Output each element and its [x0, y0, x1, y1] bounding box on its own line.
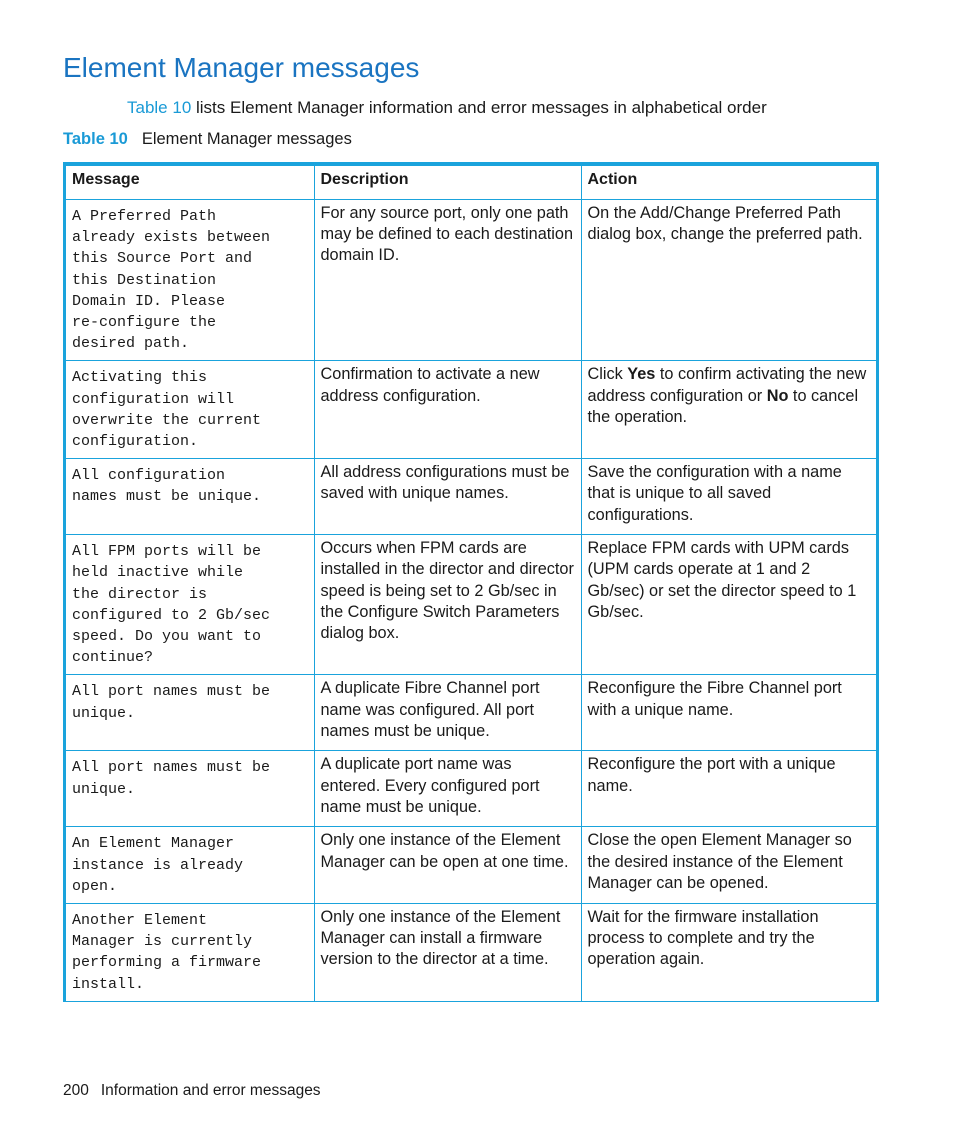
message-cell: All port names must be unique. [66, 751, 314, 827]
page-number: 200 [63, 1082, 89, 1099]
footer-section-title: Information and error messages [100, 1082, 321, 1099]
description-cell: A duplicate port name was entered. Every configured port name must be unique. [314, 751, 581, 827]
table-caption-title: Element Manager messages [141, 130, 352, 148]
description-cell: Occurs when FPM cards are installed in the director and director speed is being set to 2 Gb/sec in the Configure Switch Parameters dialog box. [314, 535, 581, 675]
action-cell: On the Add/Change Preferred Path dialog box, change the preferred path. [581, 200, 876, 361]
table-row [66, 751, 876, 827]
description-cell: A duplicate Fibre Channel port name was configured. All port names must be unique. [314, 675, 581, 751]
message-cell: All port names must be unique. [66, 675, 314, 751]
message-cell: A Preferred Path already exists between this Source Port and this Destination Domain ID. Please re-configure the desired path. [66, 200, 314, 361]
description-cell: All address configurations must be saved with unique names. [314, 459, 581, 535]
table-cross-reference-link[interactable]: Table 10 [127, 98, 192, 117]
message-cell: All FPM ports will be held inactive while the director is configured to 2 Gb/sec speed. Do you want to continue? [66, 535, 314, 675]
table-caption [63, 130, 352, 149]
action-cell: Replace FPM cards with UPM cards (UPM cards operate at 1 and 2 Gb/sec) or set the director speed to 1 Gb/sec. [581, 535, 876, 675]
action-cell: Save the configuration with a name that is unique to all saved configurations. [581, 459, 876, 535]
action-text: to cancel the operation. [587, 386, 859, 426]
header-action: Action [581, 166, 876, 200]
header-message: Message [66, 166, 314, 200]
table-row [66, 200, 876, 361]
action-text: Click [587, 365, 628, 384]
action-cell: Reconfigure the Fibre Channel port with a unique name. [581, 675, 876, 751]
message-cell: Activating this configuration will overwrite the current configuration. [66, 361, 314, 459]
table-row [66, 904, 876, 1002]
action-cell [581, 361, 876, 459]
description-cell: Only one instance of the Element Manager can be open at one time. [314, 827, 581, 904]
action-cell: Reconfigure the port with a unique name. [581, 751, 876, 827]
page-title: Element Manager messages [63, 52, 420, 83]
table-row [66, 361, 876, 459]
table-row [66, 459, 876, 535]
table-header-row [66, 166, 876, 200]
table-row [66, 675, 876, 751]
action-cell: Close the open Element Manager so the desired instance of the Element Manager can be opened. [581, 827, 876, 904]
action-text: to confirm activating the new address configuration or [587, 365, 867, 405]
message-cell: All configuration names must be unique. [66, 459, 314, 535]
intro-paragraph [127, 98, 767, 118]
page-footer [63, 1082, 321, 1100]
action-cell: Wait for the firmware installation process to complete and try the operation again. [581, 904, 876, 1002]
description-cell: Only one instance of the Element Manager can install a firmware version to the director at a time. [314, 904, 581, 1002]
header-description: Description [314, 166, 581, 200]
messages-table [66, 166, 876, 1002]
description-cell: Confirmation to activate a new address configuration. [314, 361, 581, 459]
yes-ui-term: Yes [627, 365, 656, 384]
messages-table-frame [63, 162, 879, 1002]
no-ui-term: No [766, 386, 789, 405]
message-cell: Another Element Manager is currently performing a firmware install. [66, 904, 314, 1002]
table-row [66, 535, 876, 675]
description-cell: For any source port, only one path may be defined to each destination domain ID. [314, 200, 581, 361]
message-cell: An Element Manager instance is already open. [66, 827, 314, 904]
table-row [66, 827, 876, 904]
intro-text: lists Element Manager information and error messages in alphabetical order [191, 98, 767, 117]
table-caption-number: Table 10 [63, 130, 128, 148]
